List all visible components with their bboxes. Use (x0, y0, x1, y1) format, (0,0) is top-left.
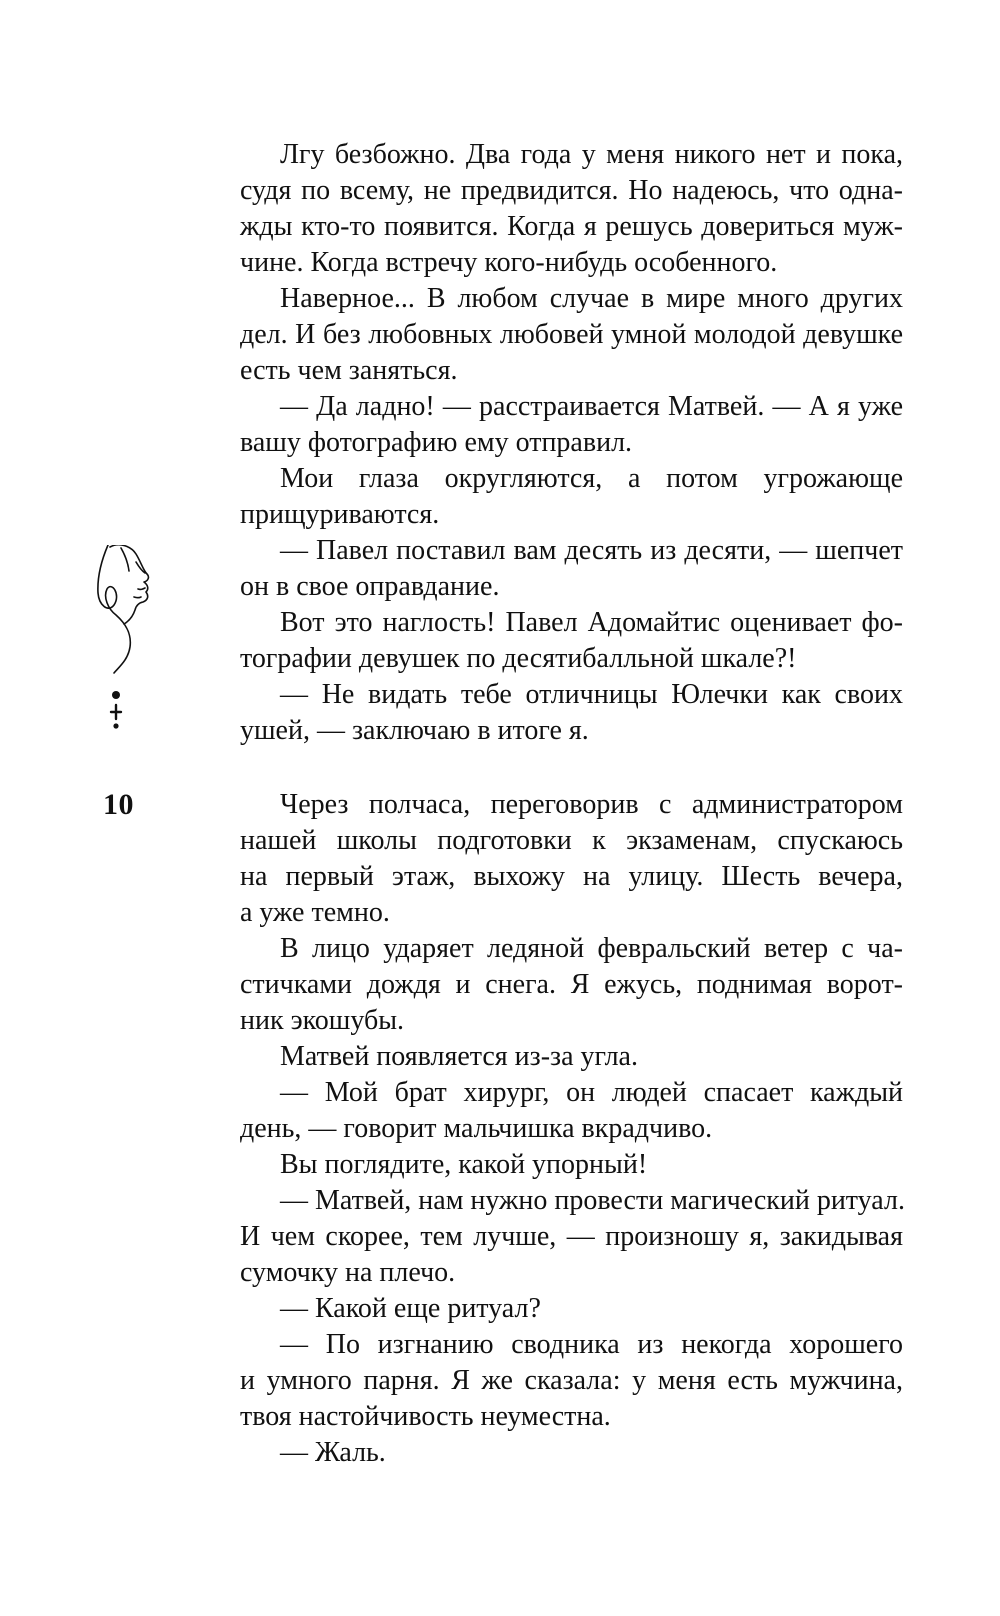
paragraph (200, 389, 903, 461)
paragraph (200, 605, 903, 677)
text-line: — Да ладно! — расстраивается Матвей. — А я уже (280, 391, 903, 422)
text-line: Лгу безбожно. Два года у меня никого нет и пока, (280, 139, 903, 170)
text-line: Вот это наглость! Павел Адомайтис оценивает фо- (280, 607, 903, 638)
text-line: дел. И без любовных любовей умной молодой девушке (240, 319, 903, 350)
paragraph (200, 1435, 903, 1471)
text-line: Наверное... В любом случае в мире много других (280, 283, 903, 314)
paragraph (200, 281, 903, 389)
text-line: есть чем заняться. (240, 355, 458, 386)
text-line: судя по всему, не предвидится. Но надеюсь, что одна- (240, 175, 903, 206)
paragraph (200, 1183, 903, 1291)
text-line: ник экошубы. (240, 1005, 405, 1036)
text-line: нашей школы подготовки к экзаменам, спускаюсь (240, 825, 903, 856)
text-line: он в свое оправдание. (240, 571, 500, 602)
text-line: стичками дождя и снега. Я ежусь, поднимая ворот- (240, 969, 903, 1000)
text-line: — Не видать тебе отличницы Юлечки как своих (280, 679, 903, 710)
text-line: жды кто-то появится. Когда я решусь довериться муж- (240, 211, 903, 242)
text-line: и умного парня. Я же сказала: у меня есть мужчина, (240, 1365, 903, 1396)
paragraph (200, 787, 903, 931)
paragraph (200, 1291, 903, 1327)
text-line: — Мой брат хирург, он людей спасает каждый (280, 1077, 903, 1108)
text-line: день, — говорит мальчишка вкрадчиво. (240, 1113, 713, 1144)
text-line: Матвей появляется из-за угла. (280, 1041, 638, 1072)
bottom-text-block (200, 787, 903, 1471)
text-line: И чем скорее, тем лучше, — произношу я, закидывая (240, 1221, 903, 1252)
text-line: — Матвей, нам нужно провести магический ритуал. (280, 1185, 905, 1216)
paragraph (200, 1039, 903, 1075)
paragraph (200, 1327, 903, 1435)
top-text-block (200, 137, 903, 749)
text-line: твоя настойчивость неуместна. (240, 1401, 611, 1432)
paragraph (200, 931, 903, 1039)
text-line: Через полчаса, переговорив с администратором (280, 789, 903, 820)
text-line: Вы поглядите, какой упорный! (280, 1149, 648, 1180)
paragraph (200, 137, 903, 281)
paragraph (200, 461, 903, 533)
paragraph (200, 533, 903, 605)
text-line: — По изгнанию сводника из некогда хорошего (280, 1329, 903, 1360)
text-line: на первый этаж, выхожу на улицу. Шесть вечера, (240, 861, 903, 892)
page-number: 10 (103, 788, 134, 821)
paragraph (200, 677, 903, 749)
text-line: сумочку на плечо. (240, 1257, 456, 1288)
vertical-dots-cross-icon (111, 691, 121, 729)
paragraph (200, 1075, 903, 1147)
text-line: прищуриваются. (240, 499, 440, 530)
text-line: Мои глаза округляются, а потом угрожающе (280, 463, 903, 494)
text-line: — Павел поставил вам десять из десяти, — шепчет (280, 535, 903, 566)
text-line: а уже темно. (240, 897, 390, 928)
paragraph (200, 1147, 903, 1183)
text-line: тографии девушек по десятибалльной шкале?! (240, 643, 797, 674)
text-line: чине. Когда встречу кого-нибудь особенного. (240, 247, 778, 278)
text-line: В лицо ударяет ледяной февральский ветер с ча- (280, 933, 903, 964)
face-line-drawing-icon (90, 545, 172, 765)
text-line: ушей, — заключаю в итоге я. (240, 715, 589, 746)
text-line: — Какой еще ритуал? (280, 1293, 541, 1324)
text-line: — Жаль. (280, 1437, 386, 1468)
text-line: вашу фотографию ему отправил. (240, 427, 633, 458)
